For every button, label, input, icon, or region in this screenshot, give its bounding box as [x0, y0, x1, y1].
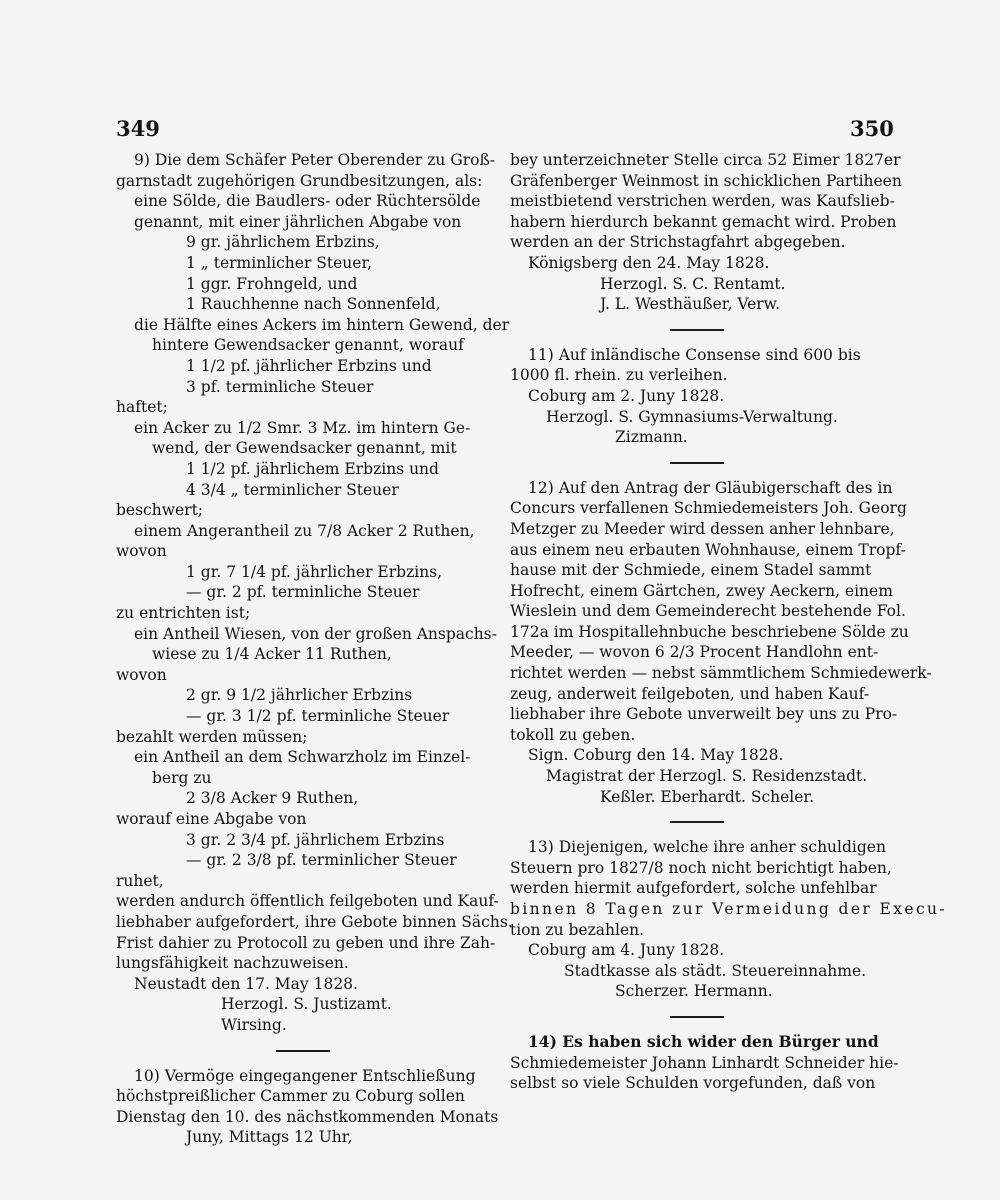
text-line: bey unterzeichneter Stelle circa 52 Eimer 1827er: [510, 151, 901, 169]
text-line: bezahlt werden müssen;: [116, 727, 308, 746]
text-line: werden hiermit aufgefordert, solche unfehlbar: [510, 879, 877, 898]
text-line: liebhaber aufgefordert, ihre Gebote binnen Sächs.: [116, 912, 513, 931]
text-line: wovon: [116, 542, 167, 561]
text-line: Scherzer. Hermann.: [615, 982, 773, 1001]
text-line: lungsfähigkeit nachzuweisen.: [116, 954, 349, 973]
text-line: 1 ggr. Frohngeld, und: [186, 274, 358, 293]
text-line: 1 gr. 7 1/4 pf. jährlicher Erbzins,: [186, 562, 443, 581]
notice-9: [116, 150, 513, 1036]
page-number-left: 349: [116, 116, 160, 141]
text-line: ruhet,: [116, 871, 164, 890]
text-line: 3 pf. terminliche Steuer: [186, 377, 374, 396]
text-line: Steuern pro 1827/8 noch nicht berichtigt haben,: [510, 858, 892, 877]
text-line: Metzger zu Meeder wird dessen anher lehnbare,: [510, 519, 895, 538]
right-column: [510, 150, 948, 1094]
text-line: 9) Die dem Schäfer Peter Oberender zu Groß-: [134, 151, 496, 169]
text-line: 14) Es haben sich wider den Bürger und: [528, 1031, 879, 1051]
text-line: — gr. 3 1/2 pf. terminliche Steuer: [186, 707, 450, 726]
text-line: binnen 8 Tagen zur Vermeidung der Execu-: [510, 900, 948, 918]
text-line: Königsberg den 24. May 1828.: [528, 253, 770, 272]
left-column: [116, 150, 513, 1148]
text-line: genannt, mit einer jährlichen Abgabe von: [134, 212, 462, 231]
text-line: werden andurch öffentlich feilgeboten und Kauf-: [116, 892, 499, 911]
separator-rule: [670, 462, 724, 464]
separator-rule: [670, 821, 724, 823]
text-line: Juny, Mittags 12 Uhr,: [186, 1128, 353, 1147]
text-line: 1 Rauchhenne nach Sonnenfeld,: [186, 295, 441, 314]
text-line: 13) Diejenigen, welche ihre anher schuldigen: [528, 838, 886, 857]
separator-rule: [670, 329, 724, 331]
text-line: 11) Auf inländische Consense sind 600 bis: [528, 345, 861, 364]
text-line: garnstadt zugehörigen Grundbesitzungen, als:: [116, 171, 483, 190]
text-line: 9 gr. jährlichem Erbzins,: [186, 233, 380, 252]
text-line: — gr. 2 3/8 pf. terminlicher Steuer: [186, 851, 457, 870]
text-line: Schmiedemeister Johann Linhardt Schneider hie-: [510, 1053, 899, 1072]
text-line: 10) Vermöge eingegangener Entschließung: [134, 1066, 476, 1085]
text-line: haftet;: [116, 398, 168, 417]
text-line: beschwert;: [116, 501, 204, 520]
text-line: ein Antheil an dem Schwarzholz im Einzel-: [134, 748, 471, 767]
text-line: höchstpreißlicher Cammer zu Coburg sollen: [116, 1087, 465, 1106]
separator-rule: [276, 1050, 330, 1052]
text-line: J. L. Westhäußer, Verw.: [600, 295, 781, 314]
text-line: hause mit der Schmiede, einem Stadel sammt: [510, 561, 872, 580]
text-line: wend, der Gewendsacker genannt, mit: [152, 439, 457, 458]
text-line: worauf eine Abgabe von: [116, 810, 307, 828]
text-line: ein Antheil Wiesen, von der großen Anspachs-: [134, 624, 497, 643]
text-line: wiese zu 1/4 Acker 11 Ruthen,: [152, 645, 392, 664]
text-line: ein Acker zu 1/2 Smr. 3 Mz. im hintern Ge-: [134, 418, 471, 437]
text-line: hintere Gewendsacker genannt, worauf: [152, 336, 464, 355]
text-line: Concurs verfallenen Schmiedemeisters Joh. Georg: [510, 499, 907, 518]
text-line: 12) Auf den Antrag der Gläubigerschaft des in: [528, 478, 893, 497]
text-line: meistbietend verstrichen werden, was Kaufslieb-: [510, 192, 895, 211]
text-line: tion zu bezahlen.: [510, 920, 645, 939]
text-line: 172a im Hospitallehnbuche beschriebene Sölde zu: [510, 622, 909, 641]
text-line: aus einem neu erbauten Wohnhause, einem Tropf-: [510, 540, 906, 559]
separator-rule: [670, 1016, 724, 1018]
text-line: Wirsing.: [221, 1015, 287, 1034]
notice-10-continued: [510, 150, 902, 315]
notice-13: [510, 837, 948, 1002]
text-line: wovon: [116, 665, 167, 684]
text-line: eine Sölde, die Baudlers- oder Rüchtersölde: [134, 192, 481, 211]
text-line: werden an der Strichstagfahrt abgegeben.: [510, 233, 846, 252]
notice-11: [510, 345, 886, 448]
text-line: Sign. Coburg den 14. May 1828.: [528, 746, 784, 765]
text-line: habern hierdurch bekannt gemacht wird. Proben: [510, 212, 897, 231]
text-line: 2 3/8 Acker 9 Ruthen,: [186, 789, 359, 808]
text-line: Herzogl. S. Justizamt.: [221, 995, 392, 1014]
text-line: 1 1/2 pf. jährlichem Erbzins und: [186, 459, 439, 478]
text-line: liebhaber ihre Gebote unverweilt bey uns zu Pro-: [510, 705, 898, 724]
notice-14: [510, 1031, 899, 1094]
text-line: Magistrat der Herzogl. S. Residenzstadt.: [546, 767, 868, 786]
text-line: einem Angerantheil zu 7/8 Acker 2 Ruthen,: [134, 521, 475, 540]
text-line: 2 gr. 9 1/2 jährlicher Erbzins: [186, 686, 413, 705]
text-line: die Hälfte eines Ackers im hintern Gewend, der: [134, 315, 510, 334]
text-line: — gr. 2 pf. terminliche Steuer: [186, 583, 420, 602]
text-line: selbst so viele Schulden vorgefunden, daß von: [510, 1074, 876, 1093]
text-line: 1 „ terminlicher Steuer,: [186, 253, 373, 272]
text-line: Coburg am 2. Juny 1828.: [528, 386, 725, 405]
text-line: Frist dahier zu Protocoll zu geben und ihre Zah-: [116, 933, 496, 952]
text-line: Stadtkasse als städt. Steuereinnahme.: [564, 961, 867, 980]
text-line: Zizmann.: [615, 428, 688, 447]
text-line: Herzogl. S. Gymnasiums-Verwaltung.: [546, 407, 838, 426]
notice-12: [510, 478, 932, 808]
text-line: 1 1/2 pf. jährlicher Erbzins und: [186, 356, 432, 375]
text-line: zu entrichten ist;: [116, 604, 251, 623]
text-line: Neustadt den 17. May 1828.: [134, 974, 358, 993]
text-line: 3 gr. 2 3/4 pf. jährlichem Erbzins: [186, 830, 445, 849]
text-line: richtet werden — nebst sämmtlichem Schmiedewerk-: [510, 664, 932, 683]
page-number-right: 350: [850, 116, 894, 141]
text-line: 4 3/4 „ terminlicher Steuer: [186, 480, 399, 499]
text-line: Coburg am 4. Juny 1828.: [528, 941, 725, 960]
text-line: Herzogl. S. C. Rentamt.: [600, 274, 786, 293]
text-line: Gräfenberger Weinmost in schicklichen Partiheen: [510, 171, 902, 190]
text-line: tokoll zu geben.: [510, 725, 636, 744]
text-line: 1000 fl. rhein. zu verleihen.: [510, 366, 728, 385]
text-line: Hofrecht, einem Gärtchen, zwey Aeckern, einem: [510, 581, 893, 600]
text-line: Wieslein und dem Gemeinderecht bestehende Fol.: [510, 602, 906, 621]
text-line: berg zu: [152, 768, 212, 787]
text-line: Meeder, — wovon 6 2/3 Procent Handlohn ent-: [510, 643, 879, 662]
notice-10: [116, 1066, 499, 1148]
text-line: zeug, anderweit feilgeboten, und haben Kauf-: [510, 684, 870, 703]
text-line: Dienstag den 10. des nächstkommenden Monats: [116, 1107, 499, 1126]
text-line: Keßler. Eberhardt. Scheler.: [600, 787, 815, 806]
